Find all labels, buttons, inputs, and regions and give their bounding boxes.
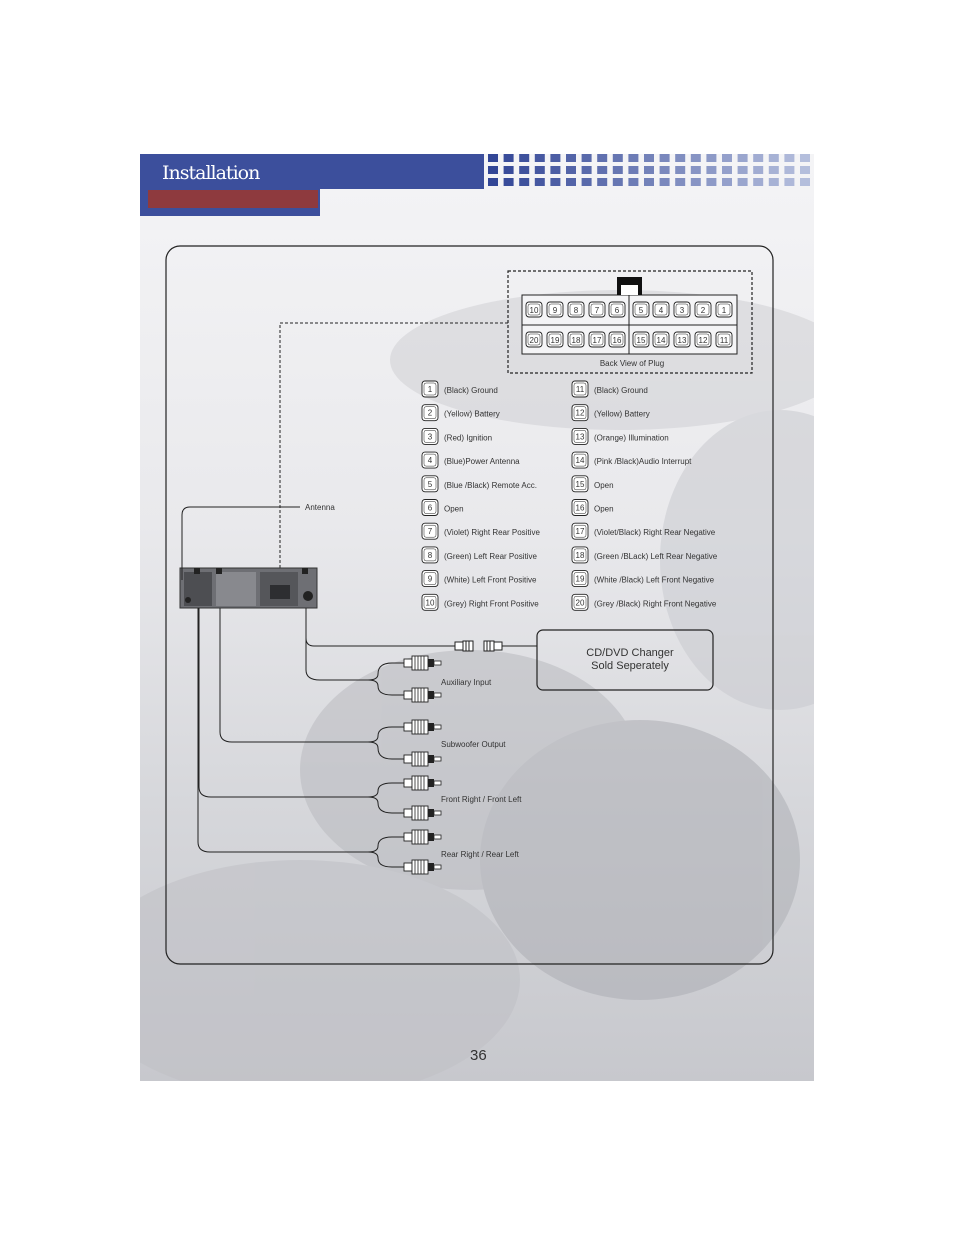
legend-pin-number: 15 [575,479,585,489]
legend-pin-label: Open [444,504,464,514]
plug-pin-number: 10 [529,306,539,315]
legend-pin-number: 6 [427,503,433,513]
legend-pin-label: (Black) Ground [594,386,648,395]
legend-pin-number: 18 [575,550,585,560]
page-title: Installation [162,162,260,184]
legend-pin-label: (Yellow) Battery [444,409,500,419]
plug-pin-number: 7 [594,306,600,315]
changer-label-line1: CD/DVD Changer [586,647,674,659]
legend-pin-number: 14 [575,456,585,466]
legend-pin-label: Open [594,504,614,514]
plug-pin-number: 1 [721,306,727,315]
plug-pin-number: 4 [658,306,664,315]
legend-pin-number: 2 [427,408,433,418]
plug-pin-number: 3 [679,306,685,315]
rca-cable [306,608,368,680]
legend-pin-label: (Blue /Black) Remote Acc. [444,480,537,490]
legend-pin-number: 17 [575,527,585,537]
plug-pin-number: 6 [614,306,620,315]
plug-pin-number: 18 [571,336,581,345]
changer-connector-female [484,641,537,651]
page-number: 36 [470,1047,487,1064]
legend-pin-number: 19 [575,574,585,584]
plug-pin-number: 12 [698,336,708,345]
legend-pin-label: Open [594,480,614,490]
legend-pin-label: (Pink /Black)Audio Interrupt [594,457,692,467]
legend-pin-label: (Green) Left Rear Positive [444,551,537,561]
legend-pin-number: 11 [575,385,585,394]
legend-pin-number: 9 [427,574,433,584]
legend-pin-label: (Grey) Right Front Positive [444,599,539,609]
legend-pin-number: 12 [575,408,585,418]
legend-pin-label: (Blue)Power Antenna [444,457,520,467]
subwoofer-output-label: Subwoofer Output [441,740,506,749]
antenna-label: Antenna [305,503,335,512]
legend-pin-number: 20 [575,598,585,608]
legend-pin-label: (White) Left Front Positive [444,575,537,585]
front-output-label: Front Right / Front Left [441,795,522,804]
head-unit-back [180,568,317,608]
legend-pin-label: (Violet/Black) Right Rear Negative [594,528,716,538]
legend-pin-label: (Grey /Black) Right Front Negative [594,599,717,609]
legend-pin-label: (Red) Ignition [444,433,493,443]
legend-pin-number: 5 [427,479,433,489]
legend-pin-number: 7 [427,527,433,537]
aux-input-label: Auxiliary Input [441,678,492,687]
wiring-diagram [140,154,814,1081]
legend-pin-number: 13 [575,432,585,442]
plug-pin-number: 2 [700,306,706,315]
plug-pin-number: 5 [638,306,644,315]
rear-output-label: Rear Right / Rear Left [441,850,519,859]
legend-pin-number: 1 [427,385,433,394]
plug-pin-number: 9 [552,306,558,315]
plug-pin-number: 14 [656,336,666,345]
plug-pin-number: 19 [550,336,560,345]
legend-pin-number: 10 [425,598,435,608]
plug-pin-number: 16 [612,336,622,345]
plug-pin-number: 17 [592,336,602,345]
legend-pin-label: (Violet) Right Rear Positive [444,528,540,538]
plug-pin-number: 11 [719,336,729,345]
changer-label-line2: Sold Seperately [591,660,669,672]
legend-pin-number: 4 [427,456,433,466]
manual-page [140,154,814,1081]
plug-pin-number: 13 [677,336,687,345]
legend-pin-number: 8 [427,550,433,560]
plug-caption: Back View of Plug [599,359,665,368]
legend-pin-label: (Yellow) Battery [594,409,650,419]
legend-pin-label: (Black) Ground [444,386,498,395]
changer-connector-male [455,641,473,651]
legend-pin-number: 3 [427,432,433,442]
legend-pin-label: (Green /BLack) Left Rear Negative [594,551,718,561]
plug-pin-number: 8 [573,306,579,315]
legend-pin-label: (Orange) Illumination [594,433,669,443]
plug-pin-number: 20 [529,336,539,345]
plug-pin-number: 15 [636,336,646,345]
legend-pin-number: 16 [575,503,585,513]
legend-pin-label: (White /Black) Left Front Negative [594,575,715,585]
plug-key-notch [621,285,638,295]
changer-cable [306,608,455,646]
